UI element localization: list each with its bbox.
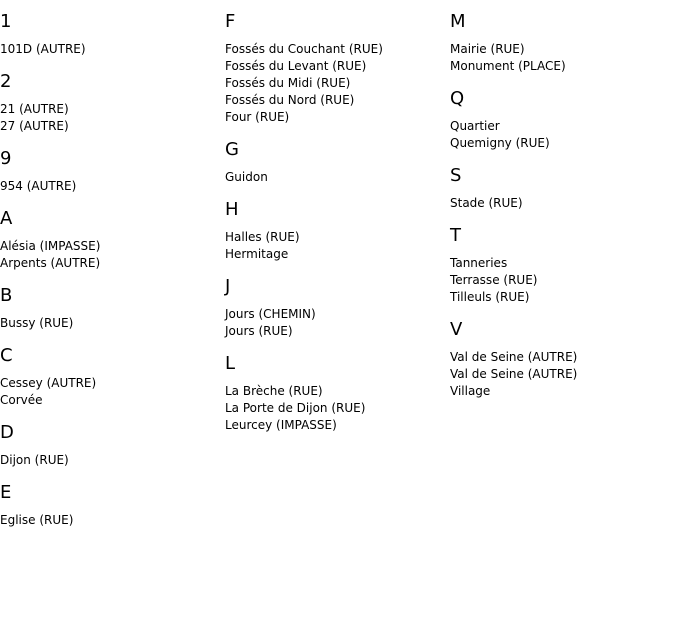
street-link[interactable]: Terrasse (RUE) — [450, 273, 538, 287]
street-link[interactable]: Eglise (RUE) — [0, 513, 74, 527]
street-link[interactable]: Alésia (IMPASSE) — [0, 239, 101, 253]
letter-group — [450, 0, 675, 75]
street-list — [225, 383, 450, 434]
street-list-item — [450, 135, 675, 152]
letter-heading: H — [225, 199, 239, 220]
street-list-item — [225, 92, 450, 109]
street-list — [225, 169, 450, 186]
letter-heading: M — [450, 11, 466, 32]
letter-heading: S — [450, 165, 462, 186]
street-list — [450, 41, 675, 75]
street-list-item — [225, 246, 450, 263]
letter-heading: 9 — [0, 148, 12, 169]
letter-heading: A — [0, 208, 13, 229]
street-list-item — [450, 366, 675, 383]
street-list-item — [450, 41, 675, 58]
letter-group — [225, 263, 450, 340]
street-index-column-3 — [450, 0, 675, 400]
street-link[interactable]: Fossés du Nord (RUE) — [225, 93, 355, 107]
letter-group — [450, 212, 675, 306]
street-link[interactable]: Tanneries — [450, 256, 508, 270]
street-list-item — [0, 255, 225, 272]
street-link[interactable]: Quemigny (RUE) — [450, 136, 550, 150]
street-link[interactable]: Fossés du Midi (RUE) — [225, 76, 351, 90]
letter-group — [225, 340, 450, 434]
street-list-item — [225, 323, 450, 340]
street-list-item — [450, 383, 675, 400]
street-list-item — [225, 109, 450, 126]
letter-heading: 1 — [0, 11, 12, 32]
street-link[interactable]: Leurcey (IMPASSE) — [225, 418, 337, 432]
street-link[interactable]: La Porte de Dijon (RUE) — [225, 401, 366, 415]
letter-group — [225, 0, 450, 126]
street-link[interactable]: 101D (AUTRE) — [0, 42, 86, 56]
street-list — [450, 349, 675, 400]
street-list — [225, 306, 450, 340]
letter-group — [0, 272, 225, 332]
street-link[interactable]: Jours (CHEMIN) — [225, 307, 316, 321]
street-link[interactable]: Dijon (RUE) — [0, 453, 69, 467]
street-list-item — [450, 289, 675, 306]
letter-group — [0, 135, 225, 195]
street-list-item — [0, 41, 225, 58]
letter-group — [0, 409, 225, 469]
street-list-item — [225, 169, 450, 186]
letter-heading: B — [0, 285, 13, 306]
letter-heading: T — [450, 225, 461, 246]
street-link[interactable]: Val de Seine (AUTRE) — [450, 367, 578, 381]
street-link[interactable]: 27 (AUTRE) — [0, 119, 69, 133]
street-list — [0, 512, 225, 529]
letter-heading: L — [225, 353, 236, 374]
street-link[interactable]: La Brèche (RUE) — [225, 384, 323, 398]
letter-group — [0, 195, 225, 272]
letter-group — [0, 469, 225, 529]
street-list — [450, 255, 675, 306]
street-list-item — [225, 417, 450, 434]
letter-group — [225, 126, 450, 186]
street-list-item — [450, 58, 675, 75]
letter-group — [450, 152, 675, 212]
street-link[interactable]: Fossés du Levant (RUE) — [225, 59, 367, 73]
letter-heading: Q — [450, 88, 465, 109]
letter-heading: G — [225, 139, 239, 160]
street-link[interactable]: Corvée — [0, 393, 43, 407]
street-list — [0, 375, 225, 409]
street-list-item — [0, 375, 225, 392]
street-link[interactable]: Hermitage — [225, 247, 289, 261]
street-link[interactable]: Guidon — [225, 170, 268, 184]
letter-heading: V — [450, 319, 463, 340]
letter-group — [450, 75, 675, 152]
street-list — [0, 315, 225, 332]
street-list-item — [0, 101, 225, 118]
street-link[interactable]: Quartier — [450, 119, 500, 133]
street-list-item — [450, 255, 675, 272]
street-list-item — [0, 392, 225, 409]
street-list — [225, 41, 450, 126]
street-link[interactable]: 954 (AUTRE) — [0, 179, 77, 193]
street-link[interactable]: Village — [450, 384, 491, 398]
street-link[interactable]: Cessey (AUTRE) — [0, 376, 97, 390]
letter-group — [450, 306, 675, 400]
street-list — [0, 238, 225, 272]
street-list-item — [0, 178, 225, 195]
street-list-item — [0, 238, 225, 255]
street-link[interactable]: Jours (RUE) — [225, 324, 293, 338]
street-index-column-2 — [225, 0, 450, 434]
letter-group — [0, 332, 225, 409]
street-list-item — [450, 195, 675, 212]
street-list-item — [0, 512, 225, 529]
letter-heading: 2 — [0, 71, 12, 92]
letter-heading: C — [0, 345, 13, 366]
street-link[interactable]: Stade (RUE) — [450, 196, 523, 210]
street-link[interactable]: Arpents (AUTRE) — [0, 256, 101, 270]
street-link[interactable]: Halles (RUE) — [225, 230, 300, 244]
street-link[interactable]: Bussy (RUE) — [0, 316, 74, 330]
letter-heading: F — [225, 11, 236, 32]
letter-heading: E — [0, 482, 12, 503]
street-list — [450, 195, 675, 212]
street-link[interactable]: Mairie (RUE) — [450, 42, 525, 56]
street-list — [0, 41, 225, 58]
street-link[interactable]: Fossés du Couchant (RUE) — [225, 42, 383, 56]
letter-group — [0, 0, 225, 58]
street-link[interactable]: 21 (AUTRE) — [0, 102, 69, 116]
street-index-column-1 — [0, 0, 225, 529]
street-link[interactable]: Four (RUE) — [225, 110, 290, 124]
street-list-item — [0, 118, 225, 135]
street-list-item — [225, 75, 450, 92]
street-list — [225, 229, 450, 263]
street-list — [450, 118, 675, 152]
street-list-item — [225, 383, 450, 400]
street-list-item — [450, 118, 675, 135]
letter-heading: D — [0, 422, 14, 443]
street-list-item — [450, 272, 675, 289]
letter-heading: J — [225, 276, 231, 297]
letter-group — [225, 186, 450, 263]
street-list-item — [225, 58, 450, 75]
street-link[interactable]: Monument (PLACE) — [450, 59, 566, 73]
street-list-item — [225, 400, 450, 417]
street-link[interactable]: Val de Seine (AUTRE) — [450, 350, 578, 364]
street-list-item — [450, 349, 675, 366]
street-list — [0, 452, 225, 469]
street-link[interactable]: Tilleuls (RUE) — [450, 290, 530, 304]
street-list-item — [225, 229, 450, 246]
street-list-item — [225, 306, 450, 323]
street-list-item — [0, 452, 225, 469]
street-list — [0, 178, 225, 195]
letter-group — [0, 58, 225, 135]
street-list-item — [225, 41, 450, 58]
street-list-item — [0, 315, 225, 332]
street-list — [0, 101, 225, 135]
